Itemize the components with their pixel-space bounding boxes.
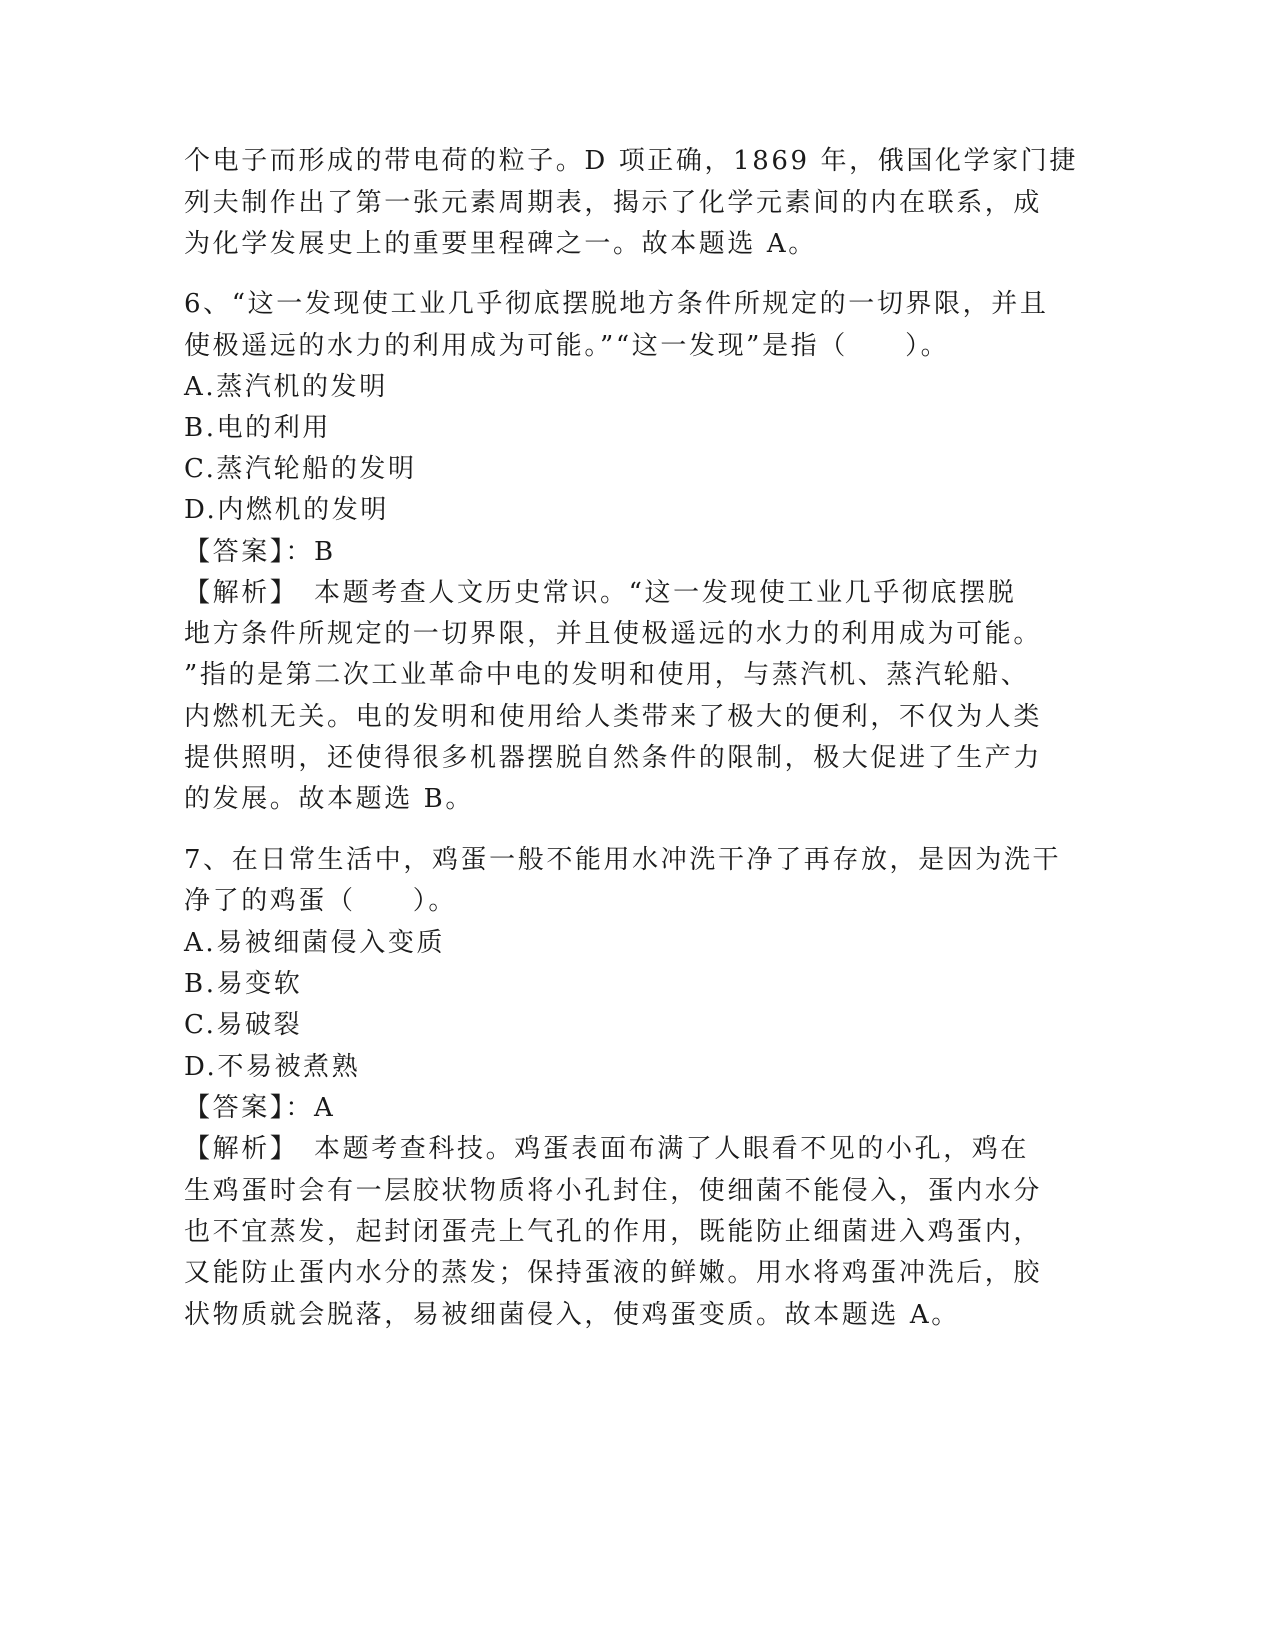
question-stem: 7、在日常生活中，鸡蛋一般不能用水冲洗干净了再存放，是因为洗干	[184, 845, 1062, 875]
analysis-line: 又能防止蛋内水分的蒸发；保持蛋液的鲜嫩。用水将鸡蛋冲洗后，胶	[184, 1258, 1043, 1288]
analysis-line: 状物质就会脱落，易被细菌侵入，使鸡蛋变质。故本题选 A。	[184, 1300, 960, 1330]
question-stem: 净了的鸡蛋（ ）。	[184, 886, 458, 916]
option-d: D.内燃机的发明	[184, 495, 389, 525]
text-line: 为化学发展史上的重要里程碑之一。故本题选 A。	[184, 229, 817, 259]
question-stem: 使极遥远的水力的利用成为可能。”“这一发现”是指（ ）。	[184, 331, 950, 361]
analysis-line: 的发展。故本题选 B。	[184, 784, 474, 814]
analysis-line: 地方条件所规定的一切界限，并且使极遥远的水力的利用成为可能。	[184, 619, 1043, 649]
analysis-line: 生鸡蛋时会有一层胶状物质将小孔封住，使细菌不能侵入，蛋内水分	[184, 1176, 1043, 1206]
option-b: B.易变软	[184, 969, 303, 999]
option-a: A.易被细菌侵入变质	[184, 928, 446, 958]
option-c: C.蒸汽轮船的发明	[184, 454, 417, 484]
analysis-line: 【解析】 本题考查科技。鸡蛋表面布满了人眼看不见的小孔，鸡在	[184, 1134, 1030, 1164]
analysis-line: 也不宜蒸发，起封闭蛋壳上气孔的作用，既能防止细菌进入鸡蛋内，	[184, 1217, 1043, 1247]
analysis-line: 提供照明，还使得很多机器摆脱自然条件的限制，极大促进了生产力	[184, 743, 1043, 773]
text-line: 列夫制作出了第一张元素周期表，揭示了化学元素间的内在联系，成	[184, 188, 1043, 218]
analysis-line: 【解析】 本题考查人文历史常识。“这一发现使工业几乎彻底摆脱	[184, 578, 1017, 608]
answer-line: 【答案】：A	[184, 1093, 336, 1123]
question-stem: 6、“这一发现使工业几乎彻底摆脱地方条件所规定的一切界限，并且	[184, 289, 1049, 319]
answer-line: 【答案】：B	[184, 537, 336, 567]
text-line: 个电子而形成的带电荷的粒子。D 项正确，1869 年，俄国化学家门捷	[184, 146, 1078, 176]
option-a: A.蒸汽机的发明	[184, 372, 388, 402]
analysis-line: ”指的是第二次工业革命中电的发明和使用，与蒸汽机、蒸汽轮船、	[184, 660, 1030, 690]
analysis-line: 内燃机无关。电的发明和使用给人类带来了极大的便利，不仅为人类	[184, 702, 1043, 732]
option-c: C.易破裂	[184, 1010, 303, 1040]
option-d: D.不易被煮熟	[184, 1052, 361, 1082]
option-b: B.电的利用	[184, 413, 331, 443]
